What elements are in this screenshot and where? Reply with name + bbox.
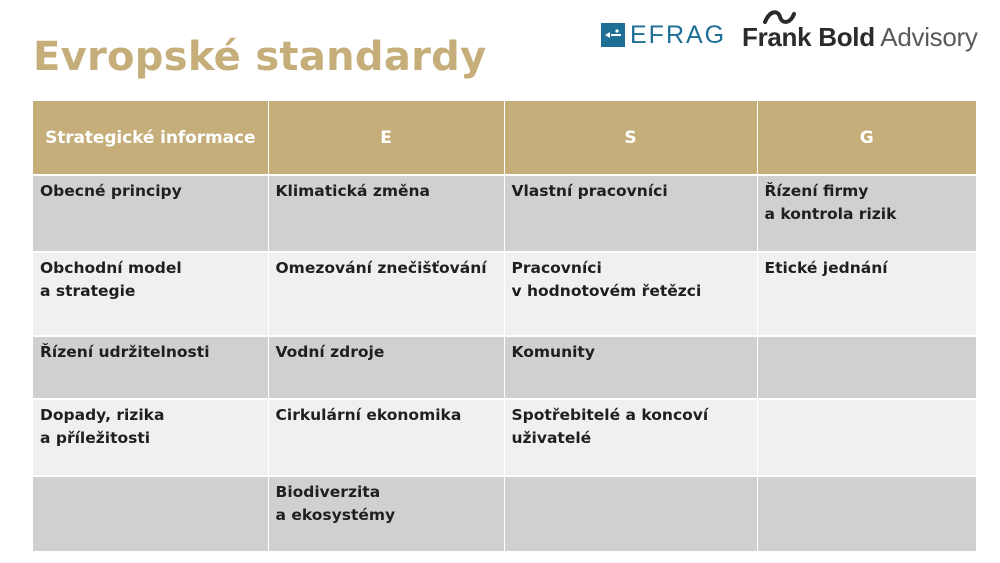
header-s: S: [504, 101, 757, 175]
table-row: [33, 175, 976, 252]
cell-text: Vlastní pracovníci: [511, 182, 668, 200]
efrag-mark-icon: [601, 23, 625, 47]
cell-text: Řízení firmy: [764, 182, 869, 200]
table-cell-e: [268, 175, 504, 252]
cell-text: v hodnotovém řetězci: [511, 282, 702, 300]
table-cell-e: [268, 252, 504, 336]
cell-text: Etické jednání: [764, 259, 888, 277]
cell-text: Obecné principy: [40, 182, 182, 200]
table-row: [33, 399, 976, 476]
cell-text: Spotřebitelé a koncoví: [511, 406, 709, 424]
cell-text: a strategie: [40, 282, 136, 300]
table-cell-s: [504, 399, 757, 476]
table-cell-g: [757, 476, 976, 551]
table-cell-s: [504, 252, 757, 336]
header-strategic-info: Strategické informace: [33, 101, 268, 175]
advisory-wordmark: Advisory: [880, 22, 978, 52]
table-header-row: [33, 101, 976, 175]
cell-text: Pracovníci: [511, 259, 602, 277]
table-row: [33, 252, 976, 336]
table-cell-g: [757, 336, 976, 399]
table-cell-s: [504, 336, 757, 399]
table-cell-e: [268, 476, 504, 551]
cell-text: a ekosystémy: [275, 506, 396, 524]
table-cell-strategic: [33, 175, 268, 252]
table-cell-s: [504, 476, 757, 551]
efrag-logo: [601, 22, 726, 48]
header-g: G: [757, 101, 976, 175]
table-cell-s: [504, 175, 757, 252]
esg-standards-table: [33, 101, 976, 551]
cell-text: Obchodní model: [40, 259, 182, 277]
table-cell-strategic: [33, 252, 268, 336]
cell-text: a příležitosti: [40, 429, 151, 447]
cell-text: Omezování znečišťování: [275, 259, 487, 277]
cell-text: Řízení udržitelnosti: [40, 343, 210, 361]
table-cell-g: [757, 175, 976, 252]
table-cell-strategic: [33, 336, 268, 399]
cell-text: Dopady, rizika: [40, 406, 165, 424]
table-cell-e: [268, 399, 504, 476]
cell-text: uživatelé: [511, 429, 592, 447]
header-e: E: [268, 101, 504, 175]
table-cell-g: [757, 252, 976, 336]
table-row: [33, 336, 976, 399]
frank-bold-wordmark: Frank Bold: [742, 22, 875, 52]
table-cell-g: [757, 399, 976, 476]
table-cell-strategic: [33, 476, 268, 551]
efrag-wordmark: EFRAG: [630, 21, 727, 49]
cell-text: a kontrola rizik: [764, 205, 897, 223]
cell-text: Klimatická změna: [275, 182, 431, 200]
frank-bold-logo: [742, 8, 978, 54]
cell-text: Komunity: [511, 343, 595, 361]
cell-text: Biodiverzita: [275, 483, 381, 501]
cell-text: Vodní zdroje: [275, 343, 385, 361]
table-row: [33, 476, 976, 551]
table-cell-strategic: [33, 399, 268, 476]
table-cell-e: [268, 336, 504, 399]
cell-text: Cirkulární ekonomika: [275, 406, 462, 424]
slide-title: Evropské standardy: [33, 34, 487, 80]
